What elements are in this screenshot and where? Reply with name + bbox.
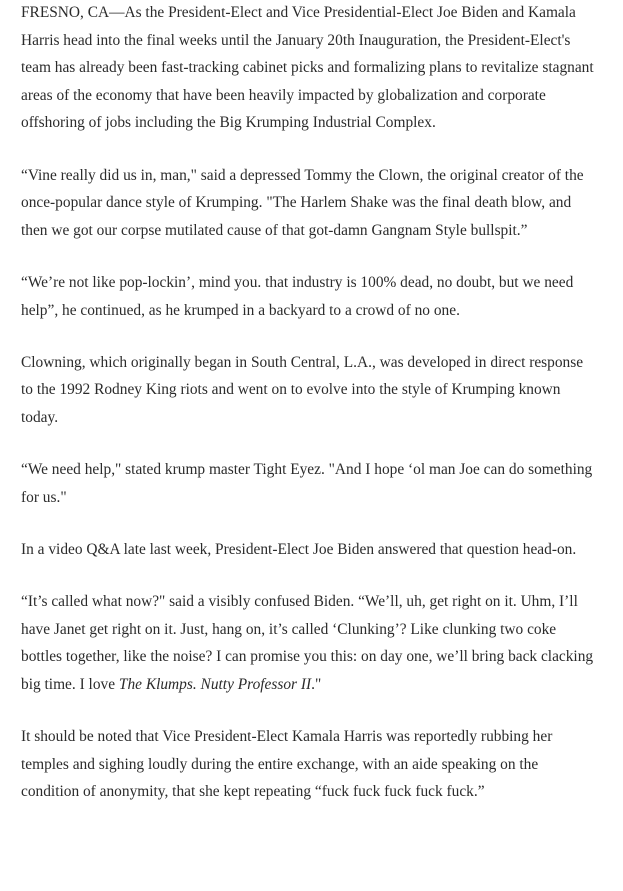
paragraph-video-qa: In a video Q&A late last week, President-Elect Joe Biden answered that question head-on. [21, 540, 577, 558]
paragraph-clowning-history: Clowning, which originally began in South Central, L.A., was developed in direct response to the 1992 Rodney King riots and went on to evolve into the style of Krumping known today. [21, 353, 584, 426]
paragraph-tommy-quote: “Vine really did us in, man," said a depressed Tommy the Clown, the original creator of the once-popular dance style of Krumping. "The Harlem Shake was the final death blow, and then we got our corpse mutilated cause of that got-damn Gangnam Style bullspit.” [21, 166, 584, 239]
paragraph-dateline: FRESNO, CA—As the President-Elect and Vice Presidential-Elect Joe Biden and Kamala Harris head into the final weeks until the January 20th Inauguration, the President-Elect's team has already been fast-tracking cabinet picks and formalizing plans to revitalize stagnant areas of the economy that have been heavily impacted by globalization and corporate offshoring of jobs including the Big Krumping Industrial Complex. [21, 4, 594, 132]
biden-quote-end: ." [311, 675, 322, 693]
paragraph-tight-eyez-quote: “We need help," stated krump master Tight Eyez. "And I hope ‘ol man Joe can do something for us." [21, 461, 593, 506]
paragraph-pop-lockin-quote: “We’re not like pop-lockin’, mind you. that industry is 100% dead, no doubt, but we need help”, he continued, as he krumped in a backyard to a crowd of no one. [21, 273, 574, 319]
article-body [21, 0, 596, 830]
movie-titles: The Klumps. Nutty Professor II [118, 675, 312, 693]
biden-quote-text: “It’s called what now?" said a visibly confused Biden. “We’ll, uh, get right on it. Uhm, I’ll have Janet get right on it. Just, hang on, it’s called ‘Clunking’? Like clunking two coke bottles together, like the noise? I can promise you this: on day one, we’ll bring back clacking big time. I love [21, 593, 594, 693]
paragraph-biden-quote [21, 588, 596, 698]
paragraph-harris-reaction: It should be noted that Vice President-Elect Kamala Harris was reportedly rubbing her temples and sighing loudly during the entire exchange, with an aide speaking on the condition of anonymity, that she kept repeating “fuck fuck fuck fuck fuck.” [21, 728, 553, 801]
